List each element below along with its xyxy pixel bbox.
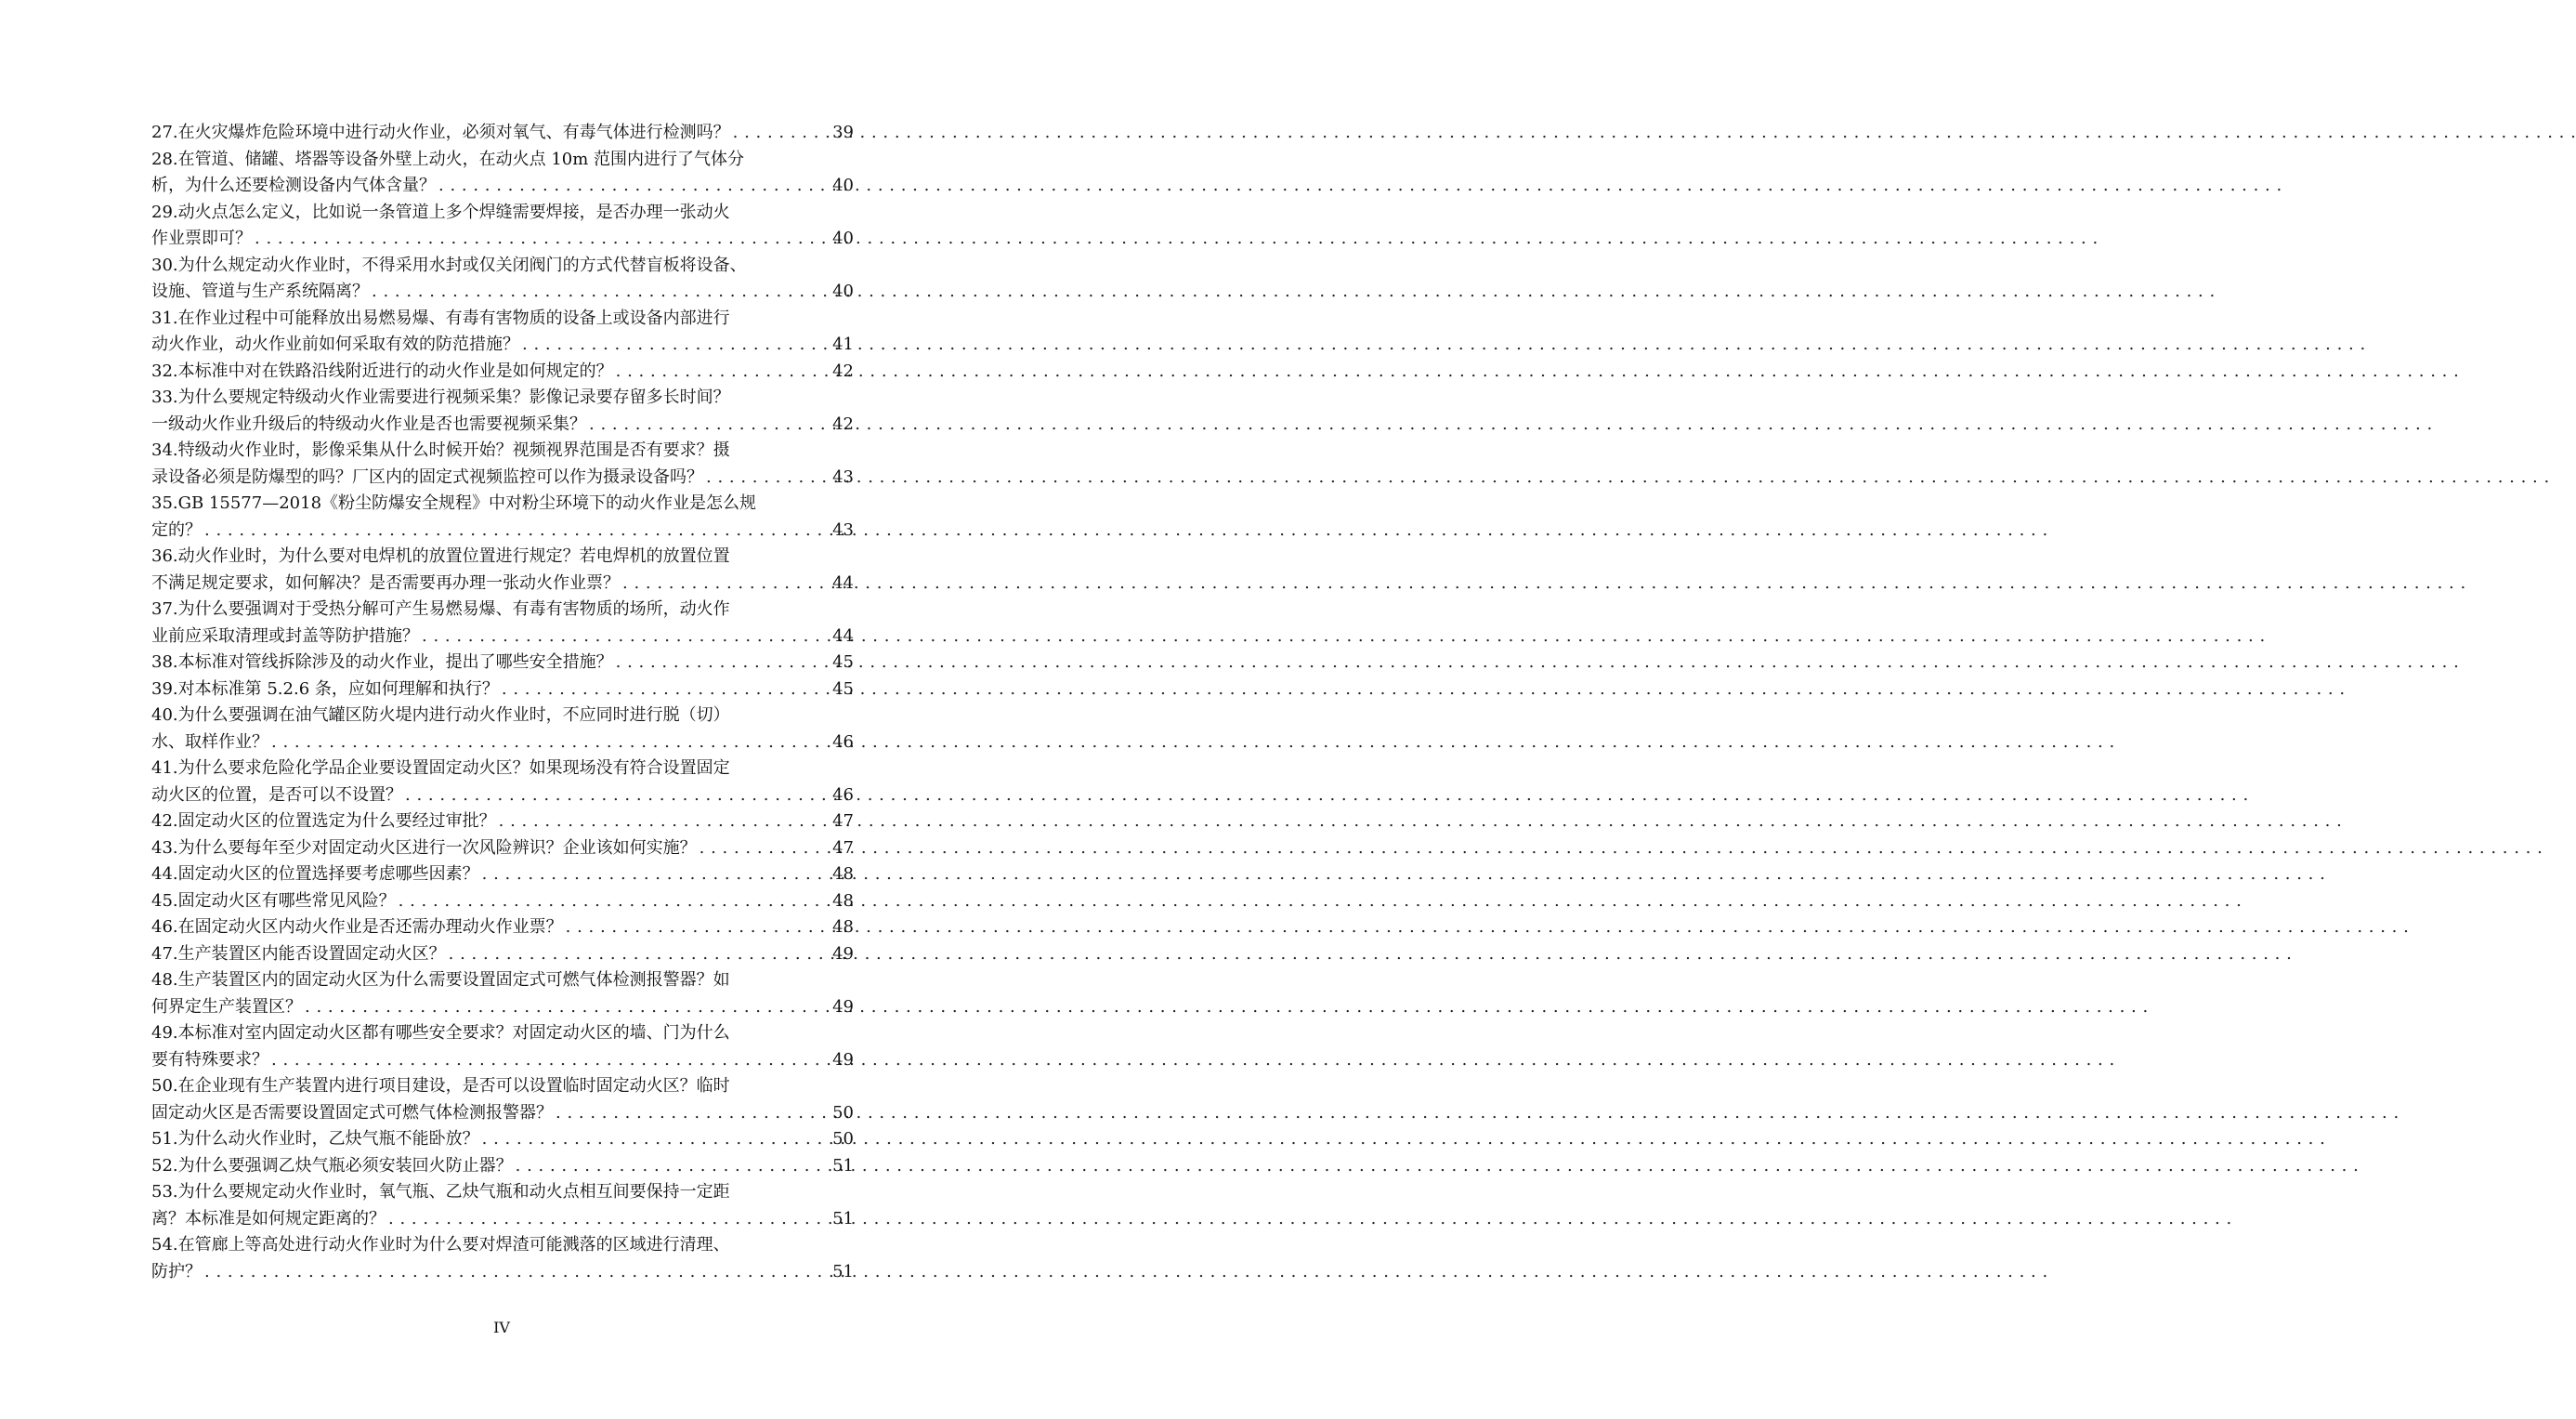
toc-leader-dots [700,835,830,862]
toc-page-number: 49 [832,996,854,1017]
toc-leader-dots [482,1126,830,1153]
toc-entry[interactable] [151,147,854,200]
toc-entry[interactable] [151,808,854,835]
toc-entry-title: 32.本标准中对在铁路沿线附近进行的动火作业是如何规定的？ [151,361,613,381]
toc-entry[interactable] [151,253,854,306]
toc-leader-dots [616,650,830,677]
toc-entry-title: 38.本标准对管线拆除涉及的动火作业，提出了哪些安全措施？ [151,652,613,672]
toc-leader-dots [449,941,830,968]
toc-page-number: 49 [832,1049,854,1070]
toc-entry[interactable] [151,677,854,703]
toc-entry-line [151,385,854,412]
toc-entry-title: 析，为什么还要检测设备内气体含量？ [151,176,436,195]
toc-entry-title: 动火作业，动火作业前如何采取有效的防范措施？ [151,335,519,354]
toc-entry-line [151,571,854,598]
toc-entry-title: 要有特殊要求？ [151,1049,268,1070]
toc-leader-dots [204,1259,830,1286]
toc-entry-line [151,173,854,200]
toc-leader-dots [204,518,830,545]
toc-entry-line [151,597,854,624]
toc-page-number: 43 [832,519,854,540]
toc-page-number: 42 [832,361,854,381]
toc-entry-line [151,941,854,968]
toc-entry-line [151,861,854,888]
toc-entry-line [151,1126,854,1153]
toc-entry-title: 定的？ [151,519,202,540]
toc-entry-title: 33.为什么要规定特级动火作业需要进行视频采集？影像记录要存留多长时间？ [151,388,730,407]
toc-entry[interactable] [151,888,854,915]
toc-leader-dots [271,1047,830,1074]
toc-entry-line [151,1179,854,1206]
toc-entry-title: 设施、管道与生产系统隔离？ [151,282,369,301]
toc-entry-title: 41.为什么要求危险化学品企业要设置固定动火区？如果现场没有符合设置固定 [151,758,730,778]
toc-entry-line [151,438,854,465]
toc-page-number: 40 [832,176,854,195]
toc-page-number: 48 [832,917,854,937]
toc-entry-title: 46.在固定动火区内动火作业是否还需办理动火作业票？ [151,917,563,937]
toc-entry-title: 录设备必须是防爆型的吗？厂区内的固定式视频监控可以作为摄录设备吗？ [151,466,703,487]
toc-entry-title: 何界定生产装置区？ [151,996,302,1017]
toc-entry-line [151,332,854,359]
toc-entry[interactable] [151,359,854,386]
toc-entry-line [151,147,854,174]
toc-entry[interactable] [151,914,854,941]
toc-leader-dots [482,861,830,888]
toc-entry-line [151,1073,854,1100]
toc-page-number: 44 [832,625,854,646]
toc-entry[interactable] [151,967,854,1020]
toc-entry-line [151,755,854,782]
toc-entry-line [151,226,854,253]
table-of-contents [151,120,854,1285]
toc-entry-line [151,703,854,729]
toc-page-number: 47 [832,837,854,858]
toc-entry-title: 28.在管道、储罐、塔器等设备外壁上动火，在动火点 10m 范围内进行了气体分 [151,149,745,169]
toc-entry-title: 39.对本标准第 5.2.6 条，应如何理解和执行？ [151,678,499,699]
toc-entry-line [151,1100,854,1127]
toc-entry[interactable] [151,597,854,650]
toc-page-number: 39 [832,123,854,142]
toc-entry[interactable] [151,544,854,597]
toc-leader-dots [566,914,830,941]
toc-page-number: 51 [832,1261,854,1281]
toc-entry-line [151,412,854,439]
toc-entry-title: 动火区的位置，是否可以不设置？ [151,784,402,805]
toc-entry-title: 31.在作业过程中可能释放出易燃易爆、有毒有害物质的设备上或设备内部进行 [151,308,730,328]
toc-entry-line [151,518,854,545]
toc-entry[interactable] [151,438,854,491]
toc-leader-dots [502,677,830,703]
toc-entry-line [151,808,854,835]
toc-entry-title: 30.为什么规定动火作业时，不得采用水封或仅关闭阀门的方式代替盲板将设备、 [151,255,747,275]
toc-entry-title: 45.固定动火区有哪些常见风险？ [151,890,396,911]
toc-entry-line [151,1020,854,1047]
toc-entry[interactable] [151,1126,854,1153]
toc-entry[interactable] [151,650,854,677]
toc-entry-line [151,491,854,518]
toc-leader-dots [616,359,830,386]
toc-entry[interactable] [151,200,854,253]
toc-entry-line [151,914,854,941]
toc-entry[interactable] [151,835,854,862]
toc-leader-dots [422,624,830,650]
toc-entry-line [151,465,854,492]
toc-entry-title: 47.生产装置区内能否设置固定动火区？ [151,943,446,964]
toc-entry-line [151,1259,854,1286]
page-number: IV [493,1319,510,1336]
toc-leader-dots [399,888,830,915]
toc-entry-line [151,677,854,703]
toc-entry-title: 27.在火灾爆炸危险环境中进行动火作业，必须对氧气、有毒气体进行检测吗？ [151,123,730,142]
toc-entry-title: 34.特级动火作业时，影像采集从什么时候开始？视频视界范围是否有要求？摄 [151,440,730,460]
toc-leader-dots [516,1153,830,1180]
toc-leader-dots [499,808,830,835]
toc-entry-line [151,253,854,280]
toc-page-number: 46 [832,731,854,752]
toc-entry-title: 49.本标准对室内固定动火区都有哪些安全要求？对固定动火区的墙、门为什么 [151,1023,730,1043]
toc-leader-dots [388,1206,830,1233]
toc-leader-dots [405,782,830,809]
toc-entry[interactable] [151,491,854,544]
toc-entry-title: 51.为什么动火作业时，乙炔气瓶不能卧放？ [151,1129,479,1149]
toc-entry-line [151,888,854,915]
toc-entry-title: 50.在企业现有生产装置内进行项目建设，是否可以设置临时固定动火区？临时 [151,1076,730,1096]
toc-page-number: 51 [832,1208,854,1228]
toc-entry[interactable] [151,755,854,808]
toc-entry-title: 作业票即可？ [151,229,252,248]
toc-page-number: 43 [832,466,854,487]
toc-entry[interactable] [151,385,854,438]
toc-entry-title: 52.为什么要强调乙炔气瓶必须安装回火防止器？ [151,1155,513,1176]
toc-page-number: 44 [832,572,854,593]
toc-entry-title: 54.在管廊上等高处进行动火作业时为什么要对焊渣可能溅落的区域进行清理、 [151,1235,730,1255]
toc-entry[interactable] [151,941,854,968]
toc-entry-title: 36.动火作业时，为什么要对电焊机的放置位置进行规定？若电焊机的放置位置 [151,546,730,566]
toc-entry[interactable] [151,861,854,888]
toc-entry-title: 业前应采取清理或封盖等防护措施？ [151,625,419,646]
toc-entry-title: 水、取样作业？ [151,731,268,752]
toc-leader-dots [706,465,830,492]
toc-page-number: 49 [832,943,854,964]
toc-entry-line [151,359,854,386]
toc-entry-line [151,1232,854,1259]
toc-entry[interactable] [151,1232,854,1285]
toc-entry-title: 40.为什么要强调在油气罐区防火堤内进行动火作业时，不应同时进行脱（切） [151,705,730,725]
toc-page-number: 47 [832,811,854,831]
toc-entry-title: 42.固定动火区的位置选定为什么要经过审批？ [151,811,496,831]
toc-page-number: 50 [832,1102,854,1123]
toc-entry-line [151,120,854,147]
toc-entry-line [151,1153,854,1180]
toc-entry-line [151,729,854,756]
toc-entry-title: 35.GB 15577—2018《粉尘防爆安全规程》中对粉尘环境下的动火作业是怎么规 [151,493,757,513]
toc-page-number: 45 [832,652,854,672]
toc-entry-line [151,835,854,862]
toc-entry-line [151,279,854,306]
toc-leader-dots [733,120,830,147]
toc-entry[interactable] [151,1020,854,1073]
toc-entry-title: 防护？ [151,1261,202,1281]
toc-leader-dots [372,279,830,306]
toc-leader-dots [556,1100,830,1127]
toc-entry[interactable] [151,306,854,359]
toc-entry-line [151,306,854,333]
toc-leader-dots [438,173,830,200]
toc-entry-title: 一级动火作业升级后的特级动火作业是否也需要视频采集？ [151,414,586,434]
toc-entry-title: 44.固定动火区的位置选择要考虑哪些因素？ [151,864,479,884]
toc-entry-title: 不满足规定要求，如何解决？是否需要再办理一张动火作业票？ [151,572,620,593]
toc-page-number: 41 [832,335,854,354]
toc-entry-title: 离？本标准是如何规定距离的？ [151,1208,386,1228]
toc-entry-title: 29.动火点怎么定义，比如说一条管道上多个焊缝需要焊接，是否办理一张动火 [151,202,730,222]
toc-entry-title: 53.为什么要规定动火作业时，氧气瓶、乙炔气瓶和动火点相互间要保持一定距 [151,1182,730,1202]
toc-entry-line [151,544,854,571]
toc-page-number: 50 [832,1129,854,1149]
toc-entry-title: 固定动火区是否需要设置固定式可燃气体检测报警器？ [151,1102,553,1123]
toc-entry[interactable] [151,1073,854,1126]
toc-page-number: 45 [832,678,854,699]
toc-entry-line [151,650,854,677]
toc-entry-line [151,200,854,227]
toc-entry-title: 48.生产装置区内的固定动火区为什么需要设置固定式可燃气体检测报警器？如 [151,970,730,990]
toc-page-number: 40 [832,229,854,248]
toc-page-number: 51 [832,1155,854,1176]
toc-entry-line [151,1206,854,1233]
toc-entry-title: 37.为什么要强调对于受热分解可产生易燃易爆、有毒有害物质的场所，动火作 [151,599,730,619]
toc-entry-line [151,967,854,994]
toc-page-number: 42 [832,414,854,434]
toc-entry[interactable] [151,120,854,147]
toc-leader-dots [255,226,830,253]
toc-entry-title: 43.为什么要每年至少对固定动火区进行一次风险辨识？企业该如何实施？ [151,837,697,858]
toc-leader-dots [589,412,830,439]
toc-page-number: 48 [832,864,854,884]
toc-entry-line [151,782,854,809]
toc-entry[interactable] [151,1153,854,1180]
toc-entry[interactable] [151,703,854,755]
toc-entry-line [151,1047,854,1074]
toc-leader-dots [622,571,830,598]
toc-leader-dots [271,729,830,756]
toc-entry[interactable] [151,1179,854,1232]
toc-entry-line [151,624,854,650]
toc-entry-line [151,994,854,1021]
toc-page-number: 40 [832,282,854,301]
toc-leader-dots [522,332,830,359]
toc-leader-dots [305,994,830,1021]
toc-page-number: 46 [832,784,854,805]
toc-page-number: 48 [832,890,854,911]
